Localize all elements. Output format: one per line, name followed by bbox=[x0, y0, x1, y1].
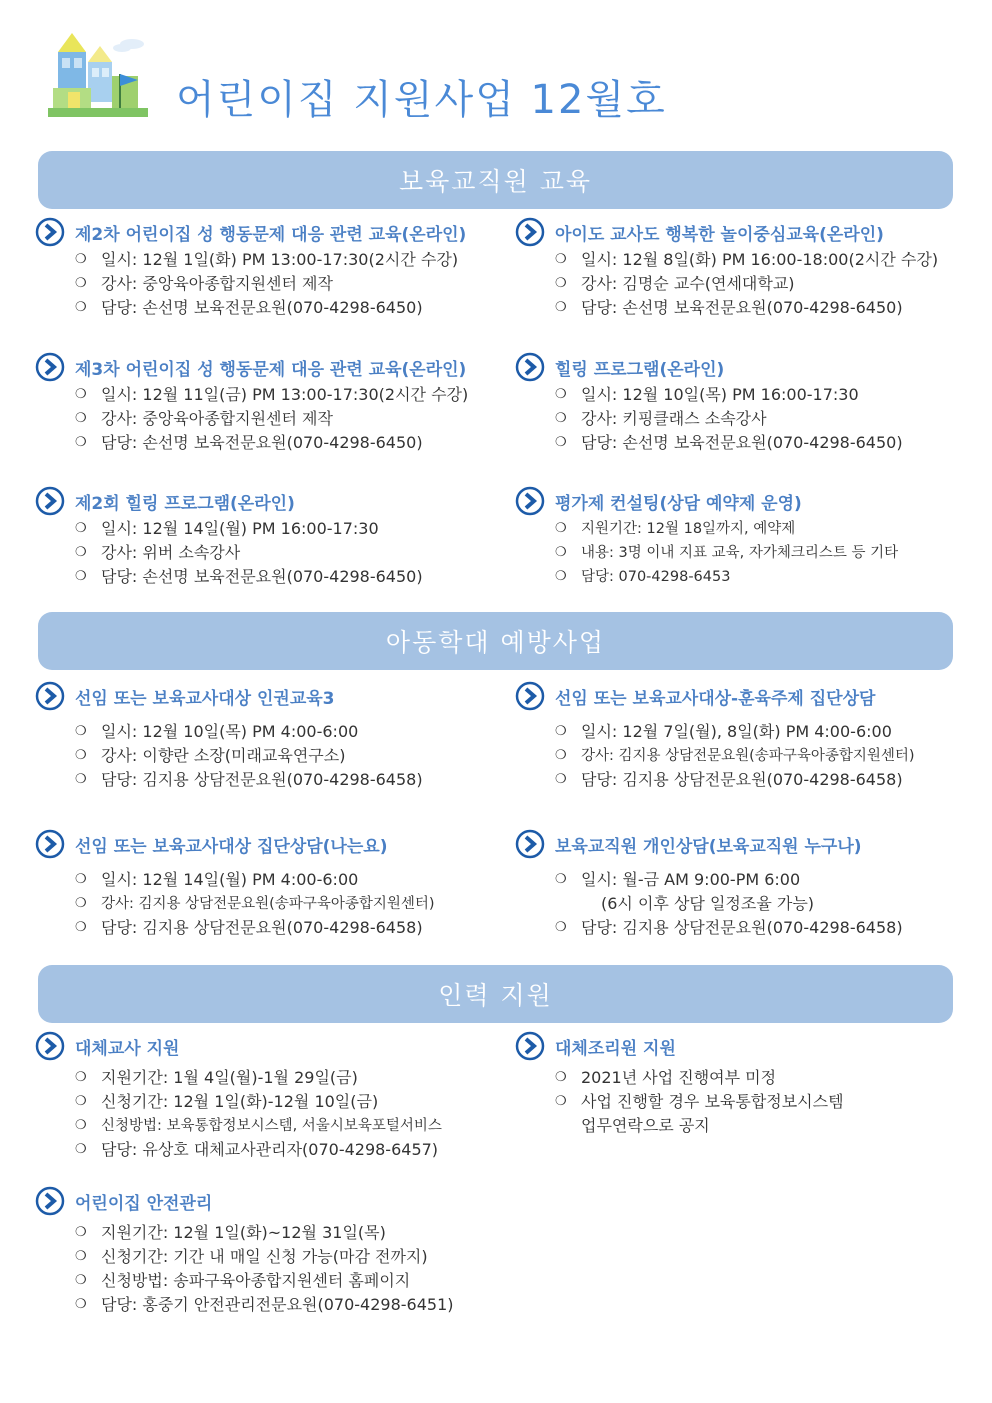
list-item: ❍ 지원기간: 12월 1일(화)~12월 31일(목) bbox=[75, 1221, 495, 1245]
list-item: ❍ 일시: 월-금 AM 9:00-PM 6:00 bbox=[555, 868, 975, 892]
item-edu-5 bbox=[35, 485, 495, 589]
list-item: ❍ 일시: 12월 11일(금) PM 13:00-17:30(2시간 수강) bbox=[75, 383, 495, 407]
circle-bullet-icon: ❍ bbox=[555, 276, 567, 291]
list-item: ❍ 일시: 12월 1일(화) PM 13:00-17:30(2시간 수강) bbox=[75, 248, 495, 272]
circle-bullet-icon: ❍ bbox=[75, 896, 87, 911]
item-edu-1 bbox=[35, 216, 495, 320]
list-item: ❍ 담당: 김지용 상담전문요원(070-4298-6458) bbox=[555, 768, 975, 792]
list-item: ❍ 일시: 12월 10일(목) PM 16:00-17:30 bbox=[555, 383, 975, 407]
list-item: ❍ 일시: 12월 8일(화) PM 16:00-18:00(2시간 수강) bbox=[555, 248, 975, 272]
circle-bullet-icon: ❍ bbox=[75, 1297, 87, 1312]
item-staff-1 bbox=[35, 1030, 495, 1162]
item-edu-6 bbox=[515, 485, 975, 589]
item-title: 선임 또는 보육교사대상 집단상담(나는요) bbox=[75, 836, 388, 857]
circle-bullet-icon: ❍ bbox=[555, 872, 567, 887]
chevron-circle-icon bbox=[35, 1186, 65, 1216]
item-staff-2 bbox=[515, 1030, 975, 1138]
circle-bullet-icon: ❍ bbox=[555, 521, 567, 536]
circle-bullet-icon: ❍ bbox=[75, 748, 87, 763]
list-item: ❍ 강사: 김지용 상담전문요원(송파구육아종합지원센터) bbox=[555, 744, 975, 768]
list-item: ❍ 사업 진행할 경우 보육통합정보시스템 bbox=[555, 1090, 975, 1114]
circle-bullet-icon: ❍ bbox=[75, 545, 87, 560]
item-title: 대체조리원 지원 bbox=[555, 1038, 676, 1059]
item-title: 제2회 힐링 프로그램(온라인) bbox=[75, 493, 295, 514]
circle-bullet-icon: ❍ bbox=[75, 1142, 87, 1157]
chevron-circle-icon bbox=[515, 217, 545, 247]
list-item: ❍ 담당: 손선명 보육전문요원(070-4298-6450) bbox=[75, 565, 495, 589]
item-title: 제2차 어린이집 성 행동문제 대응 관련 교육(온라인) bbox=[75, 224, 467, 245]
list-item: ❍ 신청기간: 12월 1일(화)-12월 10일(금) bbox=[75, 1090, 495, 1114]
list-item: ❍ 지원기간: 1월 4일(월)-1월 29일(금) bbox=[75, 1066, 495, 1090]
list-item: ❍ 내용: 3명 이내 지표 교육, 자가체크리스트 등 기타 bbox=[555, 541, 975, 565]
playground-logo-icon bbox=[48, 30, 148, 120]
item-abuse-1 bbox=[35, 680, 495, 792]
chevron-circle-icon bbox=[515, 1031, 545, 1061]
circle-bullet-icon: ❍ bbox=[555, 748, 567, 763]
chevron-circle-icon bbox=[35, 681, 65, 711]
chevron-circle-icon bbox=[35, 217, 65, 247]
chevron-circle-icon bbox=[515, 352, 545, 382]
list-item: ❍ 담당: 김지용 상담전문요원(070-4298-6458) bbox=[555, 916, 975, 940]
list-item: ❍ 담당: 070-4298-6453 bbox=[555, 565, 975, 589]
circle-bullet-icon: ❍ bbox=[75, 252, 87, 267]
circle-bullet-icon: ❍ bbox=[555, 387, 567, 402]
chevron-circle-icon bbox=[35, 829, 65, 859]
item-title: 힐링 프로그램(온라인) bbox=[555, 359, 725, 380]
circle-bullet-icon: ❍ bbox=[75, 920, 87, 935]
list-item: ❍ 강사: 이향란 소장(미래교육연구소) bbox=[75, 744, 495, 768]
circle-bullet-icon: ❍ bbox=[555, 724, 567, 739]
list-item: ❍ 담당: 김지용 상담전문요원(070-4298-6458) bbox=[75, 768, 495, 792]
circle-bullet-icon: ❍ bbox=[75, 1118, 87, 1133]
item-abuse-3 bbox=[35, 828, 495, 940]
item-title: 아이도 교사도 행복한 놀이중심교육(온라인) bbox=[555, 224, 884, 245]
chevron-circle-icon bbox=[35, 1031, 65, 1061]
circle-bullet-icon: ❍ bbox=[75, 1249, 87, 1264]
circle-bullet-icon: ❍ bbox=[555, 300, 567, 315]
circle-bullet-icon: ❍ bbox=[75, 387, 87, 402]
list-item: ❍ 담당: 손선명 보육전문요원(070-4298-6450) bbox=[75, 296, 495, 320]
page-header bbox=[48, 30, 667, 125]
chevron-circle-icon bbox=[35, 486, 65, 516]
item-title: 선임 또는 보육교사대상 인권교육3 bbox=[75, 688, 335, 709]
list-item: ❍ 담당: 손선명 보육전문요원(070-4298-6450) bbox=[555, 431, 975, 455]
section-banner-staff: 인력 지원 bbox=[38, 965, 953, 1023]
list-item: ❍ 강사: 김명순 교수(연세대학교) bbox=[555, 272, 975, 296]
circle-bullet-icon: ❍ bbox=[75, 411, 87, 426]
list-item: ❍ 신청방법: 보육통합정보시스템, 서울시보육포털서비스 bbox=[75, 1114, 495, 1138]
list-item: ❍ 담당: 유상호 대체교사관리자(070-4298-6457) bbox=[75, 1138, 495, 1162]
list-item: ❍ 2021년 사업 진행여부 미정 bbox=[555, 1066, 975, 1090]
circle-bullet-icon: ❍ bbox=[555, 569, 567, 584]
page-title: 어린이집 지원사업 12월호 bbox=[176, 77, 667, 123]
list-item: ❍ 신청기간: 기간 내 매일 신청 가능(마감 전까지) bbox=[75, 1245, 495, 1269]
list-item: ❍ 강사: 김지용 상담전문요원(송파구육아종합지원센터) bbox=[75, 892, 495, 916]
circle-bullet-icon: ❍ bbox=[555, 252, 567, 267]
circle-bullet-icon: ❍ bbox=[555, 1070, 567, 1085]
list-item: ❍ 강사: 중앙육아종합지원센터 제작 bbox=[75, 272, 495, 296]
list-item: ❍ 일시: 12월 10일(목) PM 4:00-6:00 bbox=[75, 720, 495, 744]
list-item: ❍ 신청방법: 송파구육아종합지원센터 홈페이지 bbox=[75, 1269, 495, 1293]
circle-bullet-icon: ❍ bbox=[555, 435, 567, 450]
circle-bullet-icon: ❍ bbox=[555, 411, 567, 426]
item-title: 평가제 컨설팅(상담 예약제 운영) bbox=[555, 493, 802, 514]
circle-bullet-icon: ❍ bbox=[75, 521, 87, 536]
list-item: ❍ 담당: 홍중기 안전관리전문요원(070-4298-6451) bbox=[75, 1293, 495, 1317]
circle-bullet-icon: ❍ bbox=[75, 276, 87, 291]
list-item: ❍ 일시: 12월 7일(월), 8일(화) PM 4:00-6:00 bbox=[555, 720, 975, 744]
chevron-circle-icon bbox=[515, 486, 545, 516]
item-edu-3 bbox=[35, 351, 495, 455]
item-edu-4 bbox=[515, 351, 975, 455]
circle-bullet-icon: ❍ bbox=[75, 872, 87, 887]
chevron-circle-icon bbox=[515, 829, 545, 859]
circle-bullet-icon: ❍ bbox=[75, 300, 87, 315]
list-item: ❍ 강사: 중앙육아종합지원센터 제작 bbox=[75, 407, 495, 431]
circle-bullet-icon: ❍ bbox=[75, 1070, 87, 1085]
chevron-circle-icon bbox=[35, 352, 65, 382]
section-banner-abuse: 아동학대 예방사업 bbox=[38, 612, 953, 670]
item-abuse-4 bbox=[515, 828, 975, 940]
circle-bullet-icon: ❍ bbox=[75, 1225, 87, 1240]
list-item: ❍ 강사: 키핑클래스 소속강사 bbox=[555, 407, 975, 431]
item-title: 선임 또는 보육교사대상-훈육주제 집단상담 bbox=[555, 688, 876, 709]
list-item: ❍ 담당: 손선명 보육전문요원(070-4298-6450) bbox=[75, 431, 495, 455]
circle-bullet-icon: ❍ bbox=[75, 435, 87, 450]
circle-bullet-icon: ❍ bbox=[555, 545, 567, 560]
list-item: ❍ 담당: 김지용 상담전문요원(070-4298-6458) bbox=[75, 916, 495, 940]
item-edu-2 bbox=[515, 216, 975, 320]
list-item: ❍ 강사: 위버 소속강사 bbox=[75, 541, 495, 565]
list-item: ❍ 담당: 손선명 보육전문요원(070-4298-6450) bbox=[555, 296, 975, 320]
item-title: 대체교사 지원 bbox=[75, 1038, 180, 1059]
item-title: 보육교직원 개인상담(보육교직원 누구나) bbox=[555, 836, 862, 857]
circle-bullet-icon: ❍ bbox=[75, 724, 87, 739]
list-item-continuation: 업무연락으로 공지 bbox=[581, 1116, 710, 1135]
item-title: 제3차 어린이집 성 행동문제 대응 관련 교육(온라인) bbox=[75, 359, 467, 380]
item-title: 어린이집 안전관리 bbox=[75, 1193, 213, 1214]
list-item-continuation: (6시 이후 상담 일정조율 가능) bbox=[601, 894, 815, 913]
circle-bullet-icon: ❍ bbox=[555, 920, 567, 935]
circle-bullet-icon: ❍ bbox=[75, 1273, 87, 1288]
circle-bullet-icon: ❍ bbox=[75, 772, 87, 787]
item-abuse-2 bbox=[515, 680, 975, 792]
chevron-circle-icon bbox=[515, 681, 545, 711]
list-item: ❍ 일시: 12월 14일(월) PM 16:00-17:30 bbox=[75, 517, 495, 541]
item-staff-3 bbox=[35, 1185, 495, 1317]
circle-bullet-icon: ❍ bbox=[75, 1094, 87, 1109]
circle-bullet-icon: ❍ bbox=[75, 569, 87, 584]
circle-bullet-icon: ❍ bbox=[555, 772, 567, 787]
list-item: ❍ 일시: 12월 14일(월) PM 4:00-6:00 bbox=[75, 868, 495, 892]
circle-bullet-icon: ❍ bbox=[555, 1094, 567, 1109]
section-banner-edu: 보육교직원 교육 bbox=[38, 151, 953, 209]
list-item: ❍ 지원기간: 12월 18일까지, 예약제 bbox=[555, 517, 975, 541]
